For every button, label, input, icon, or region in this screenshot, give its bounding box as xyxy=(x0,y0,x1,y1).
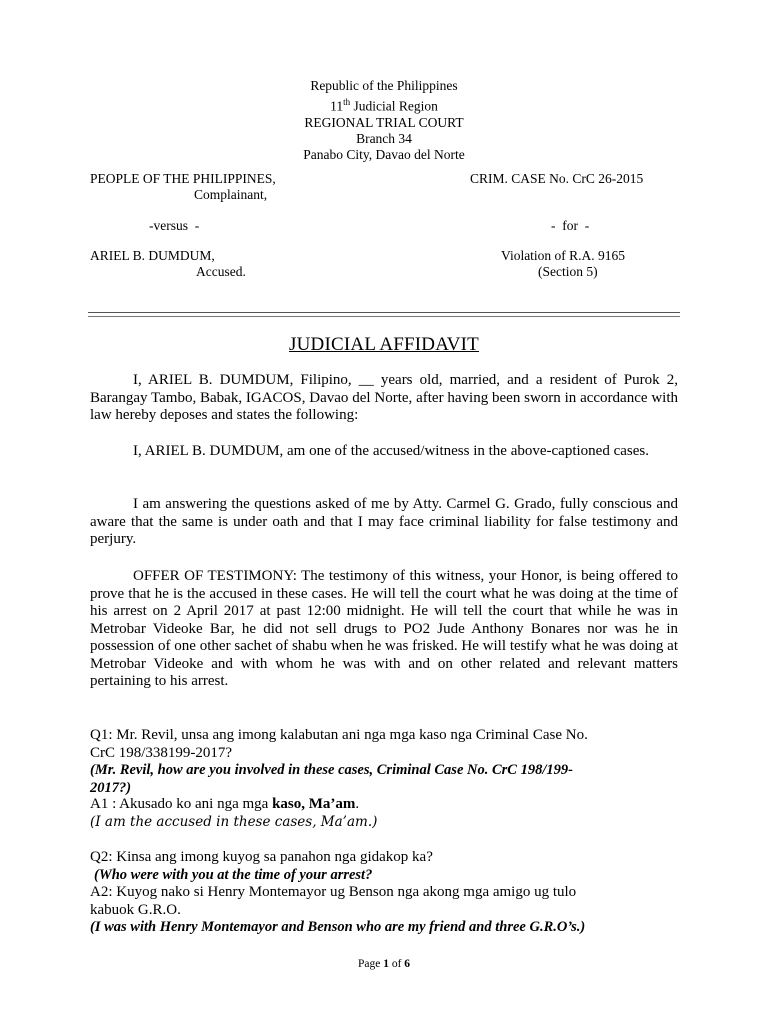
header-judicial-region: 11th Judicial Region xyxy=(330,97,438,114)
for-label: - for - xyxy=(551,218,590,233)
answer-1: A1 : Akusado ko ani nga mga kaso, Ma’am. xyxy=(90,796,360,812)
page-footer: Page 1 of 6 xyxy=(357,958,411,970)
versus-label: -versus - xyxy=(149,218,200,233)
case-number: CRIM. CASE No. CrC 26-2015 xyxy=(470,171,644,186)
paragraph-identity: I, ARIEL B. DUMDUM, Filipino, __ years old, married, and a resident of Purok 2, Barangay Tambo, Babak, IGACOS, Davao del Norte, after having been sworn in accordance with law hereby deposes and states the following: xyxy=(90,372,678,423)
divider-line xyxy=(88,312,680,313)
paragraph-offer-of-testimony: OFFER OF TESTIMONY: The testimony of this witness, your Honor, is being offered to prove that he is the accused in these cases. He will tell the court what he was doing at the time of his arrest on 2 April 2017 at past 12:00 midnight. He will tell the court that while he was in Metrobar Videoke Bar, he did not sell drugs to PO2 Jude Anthony Bonares nor was he in possession of one other sachet of shabu when he was frisked. He will testify what he was doing at Metrobar Videoke and with whom he was with and on other related and relevant matters pertaining to his arrest. xyxy=(90,568,678,689)
page-number: 1 xyxy=(383,958,389,970)
defendant: ARIEL B. DUMDUM, xyxy=(90,248,215,263)
section: (Section 5) xyxy=(538,264,598,279)
header-court-name: REGIONAL TRIAL COURT xyxy=(304,114,464,130)
question-2-translation: (Who were with you at the time of your arrest? xyxy=(94,867,373,883)
header-republic: Republic of the Philippines xyxy=(310,78,458,93)
answer-2: A2: Kuyog nako si Henry Montemayor ug Benson nga akong mga amigo ug tulo kabuok G.R.O. xyxy=(90,884,577,918)
page-total: 6 xyxy=(404,958,411,970)
answer-1-translation: (I am the accused in these cases, Ma’am.) xyxy=(90,814,378,830)
question-1-translation: (Mr. Revil, how are you involved in these cases, Criminal Case No. CrC 198/199- 2017?) xyxy=(90,762,573,796)
paragraph-accused: I, ARIEL B. DUMDUM, am one of the accused/witness in the above-captioned cases. xyxy=(133,443,649,459)
plaintiff: PEOPLE OF THE PHILIPPINES, xyxy=(90,171,276,186)
question-2: Q2: Kinsa ang imong kuyog sa panahon nga gidakop ka? xyxy=(90,849,433,865)
divider-line-secondary xyxy=(88,316,680,317)
document-title: JUDICIAL AFFIDAVIT xyxy=(289,334,479,355)
answer-2-translation: (I was with Henry Montemayor and Benson who are my friend and three G.R.O’s.) xyxy=(90,919,586,935)
plaintiff-role: Complainant, xyxy=(194,187,268,202)
header-city: Panabo City, Davao del Norte xyxy=(303,146,465,162)
defendant-role: Accused. xyxy=(196,264,246,279)
question-1: Q1: Mr. Revil, unsa ang imong kalabutan ani nga mga kaso nga Criminal Case No. CrC 198/338199-2017? xyxy=(90,727,588,761)
paragraph-counsel: I am answering the questions asked of me by Atty. Carmel G. Grado, fully conscious and aware that the same is under oath and that I may face criminal liability for false testimony and perjury. xyxy=(90,496,678,547)
header-branch: Branch 34 xyxy=(356,130,412,146)
violation: Violation of R.A. 9165 xyxy=(501,248,626,263)
court-header xyxy=(0,78,768,163)
